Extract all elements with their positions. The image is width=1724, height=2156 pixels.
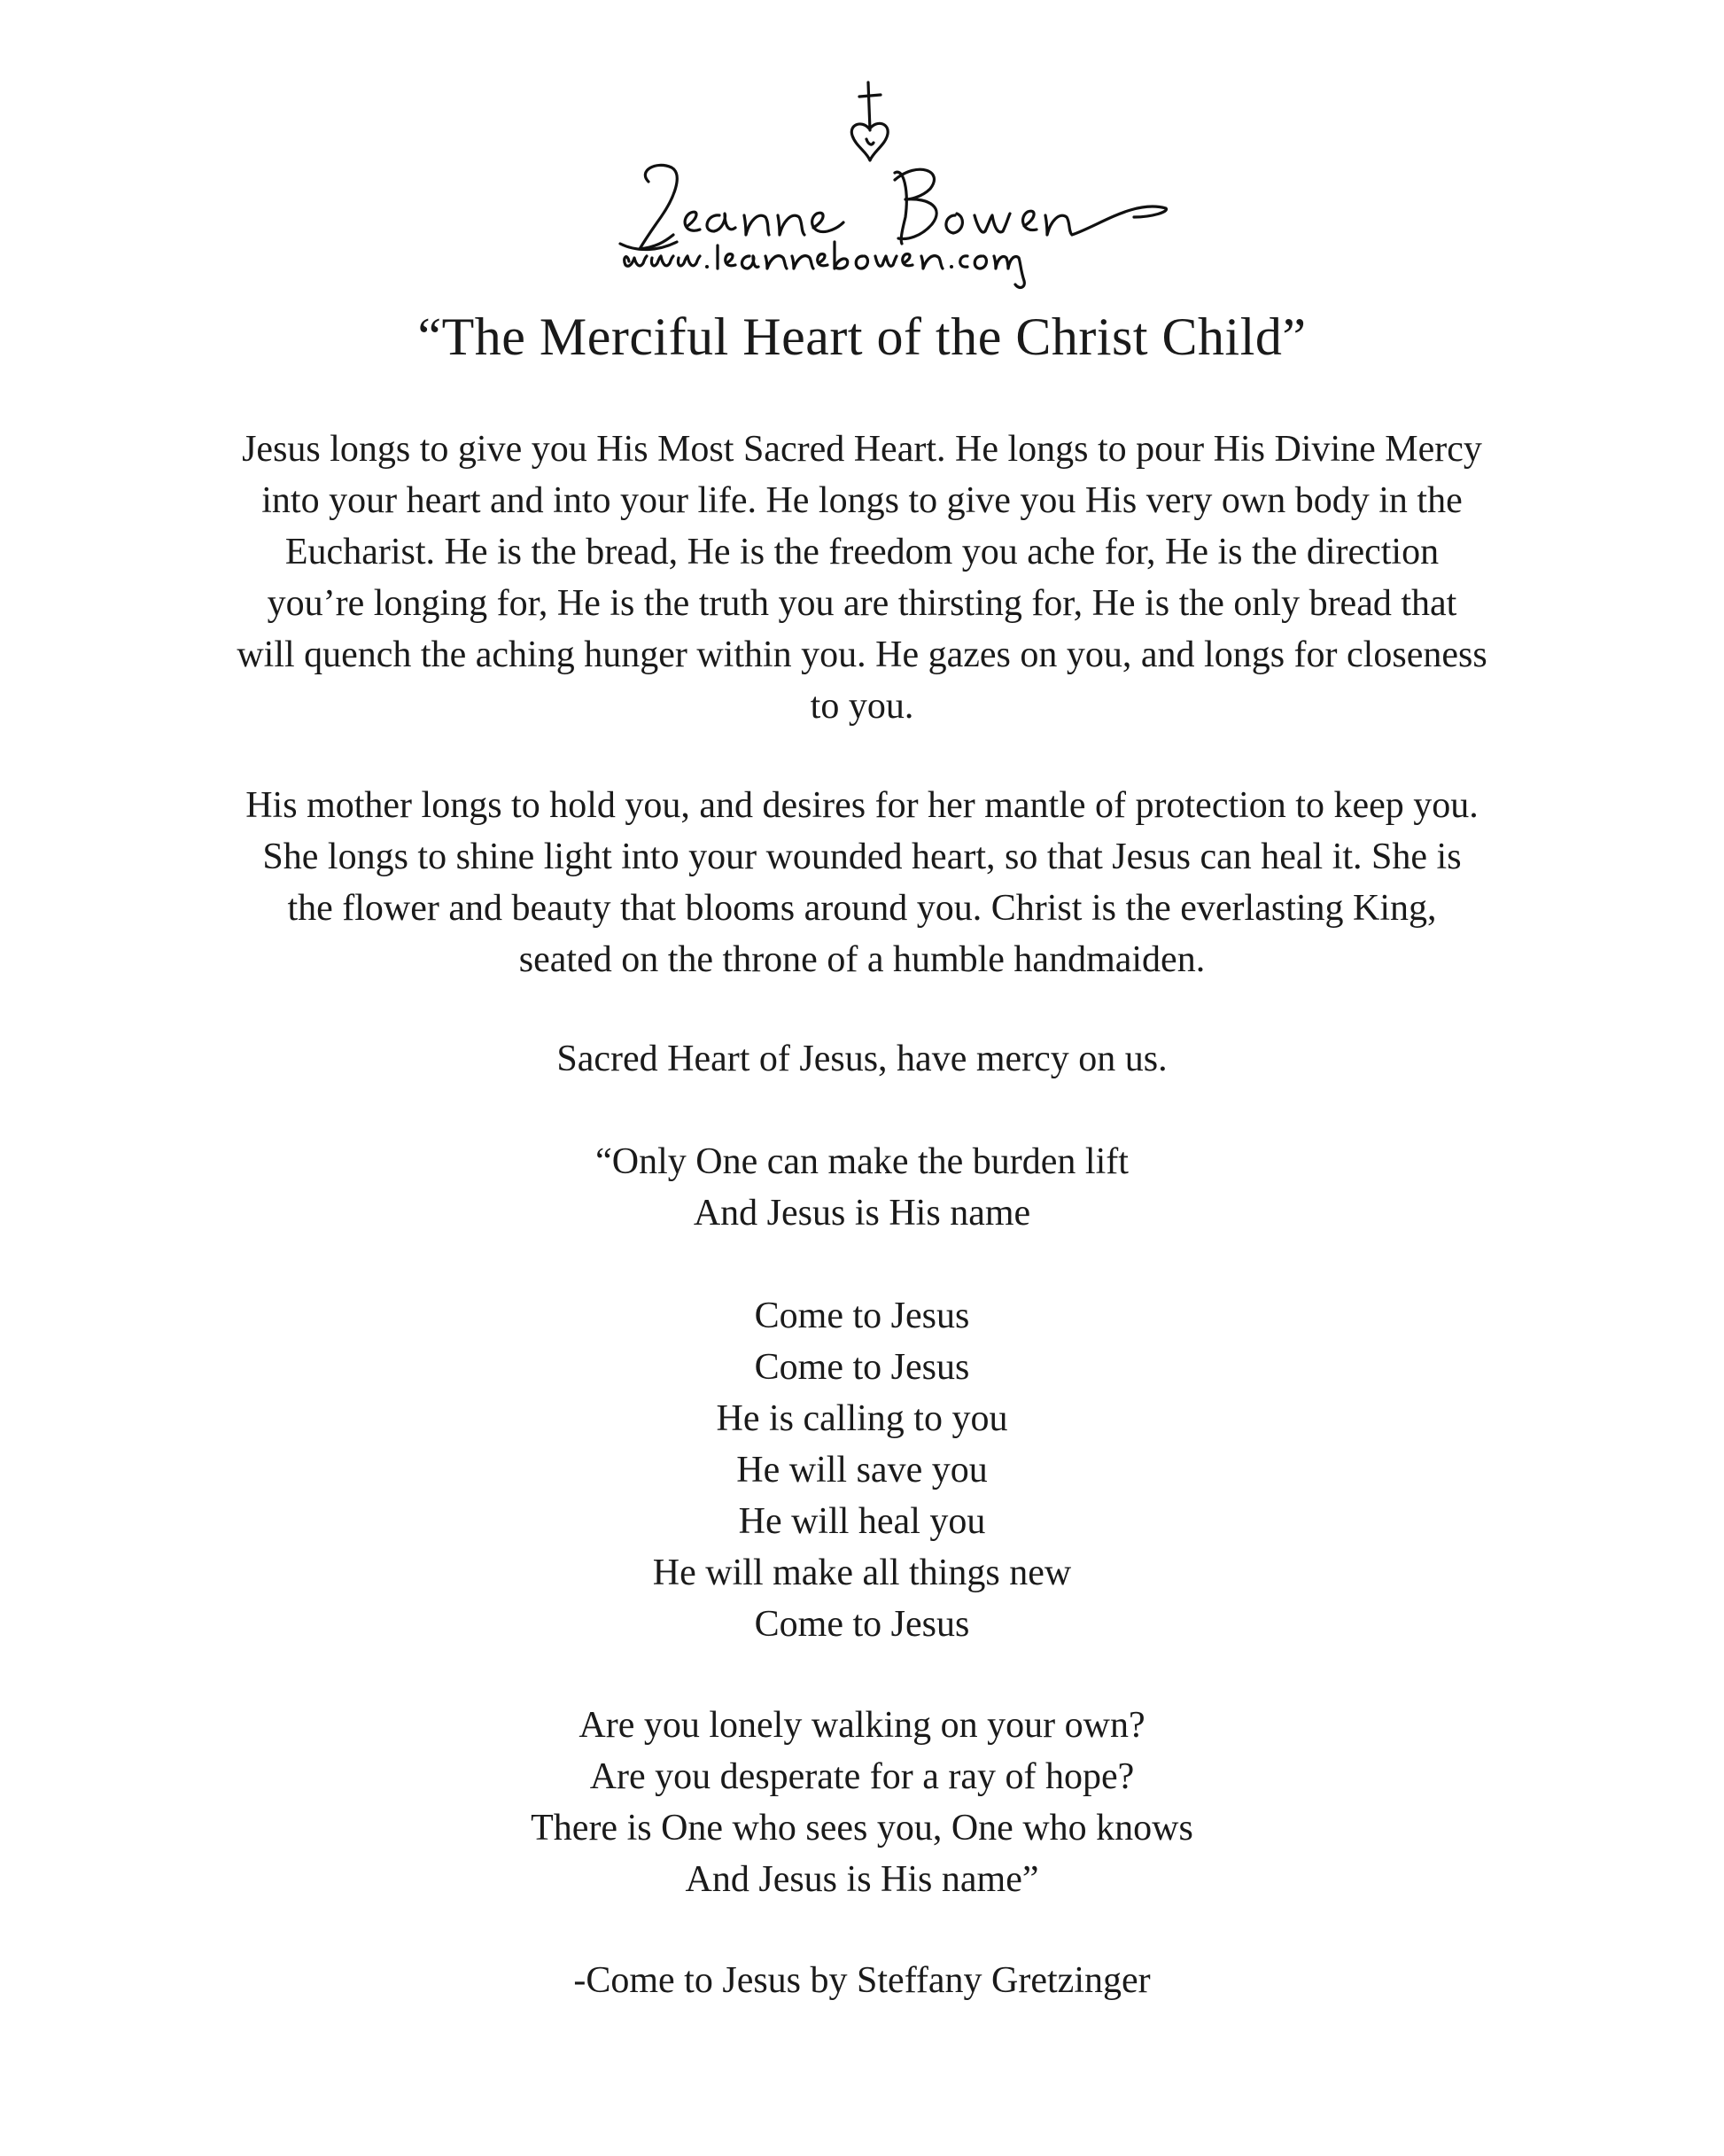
paragraph-jesus-longs bbox=[106, 424, 1618, 732]
lyric-line: And Jesus is His name bbox=[693, 1193, 1031, 1234]
lyric-line: Are you lonely walking on your own? bbox=[579, 1705, 1145, 1746]
paragraph-line: will quench the aching hunger within you. He gazes on you, and longs for closeness bbox=[237, 634, 1487, 675]
credit-line: -Come to Jesus by Steffany Gretzinger bbox=[573, 1960, 1151, 2001]
lyric-line: And Jesus is His name” bbox=[685, 1859, 1039, 1900]
lyric-line: He will make all things new bbox=[652, 1553, 1072, 1593]
paragraph-line: into your heart and into your life. He longs to give you His very own body in the bbox=[261, 480, 1463, 521]
lyrics-verse-2 bbox=[106, 1700, 1618, 1905]
lyric-line: Come to Jesus bbox=[754, 1604, 970, 1645]
paragraph-line: the flower and beauty that blooms around you. Christ is the everlasting King, bbox=[287, 888, 1437, 929]
page-title: “The Merciful Heart of the Christ Child” bbox=[417, 307, 1307, 366]
lyrics-chorus bbox=[106, 1290, 1618, 1650]
lyric-line: “Only One can make the burden lift bbox=[595, 1141, 1129, 1182]
lyric-line: He is calling to you bbox=[716, 1398, 1008, 1439]
paragraph-his-mother bbox=[106, 780, 1618, 985]
lyric-line: Come to Jesus bbox=[754, 1347, 970, 1388]
lyrics-verse-1 bbox=[106, 1136, 1618, 1239]
paragraph-line: His mother longs to hold you, and desires for her mantle of protection to keep you. bbox=[245, 785, 1479, 826]
leanne-bowen-signature-logo bbox=[602, 75, 1169, 292]
paragraph-line: seated on the throne of a humble handmaiden. bbox=[518, 939, 1206, 980]
lyric-line: He will heal you bbox=[738, 1501, 986, 1542]
lyric-line: Come to Jesus bbox=[754, 1296, 970, 1336]
paragraph-line: you’re longing for, He is the truth you are thirsting for, He is the only bread that bbox=[267, 583, 1457, 624]
lyric-line: There is One who sees you, One who knows bbox=[531, 1808, 1193, 1849]
refrain-line: Sacred Heart of Jesus, have mercy on us. bbox=[556, 1039, 1168, 1079]
song-credit bbox=[106, 1955, 1618, 2006]
lyric-line: He will save you bbox=[736, 1450, 988, 1491]
paragraph-line: She longs to shine light into your wounded heart, so that Jesus can heal it. She is bbox=[262, 837, 1462, 877]
logo bbox=[0, 75, 1724, 292]
paragraph-line: Jesus longs to give you His Most Sacred Heart. He longs to pour His Divine Mercy bbox=[242, 429, 1482, 470]
paragraph-line: Eucharist. He is the bread, He is the freedom you ache for, He is the direction bbox=[284, 532, 1440, 572]
prayer-refrain bbox=[106, 1033, 1618, 1085]
lyric-line: Are you desperate for a ray of hope? bbox=[589, 1756, 1135, 1797]
paragraph-line: to you. bbox=[810, 686, 914, 727]
heart-cross-icon bbox=[851, 82, 888, 160]
